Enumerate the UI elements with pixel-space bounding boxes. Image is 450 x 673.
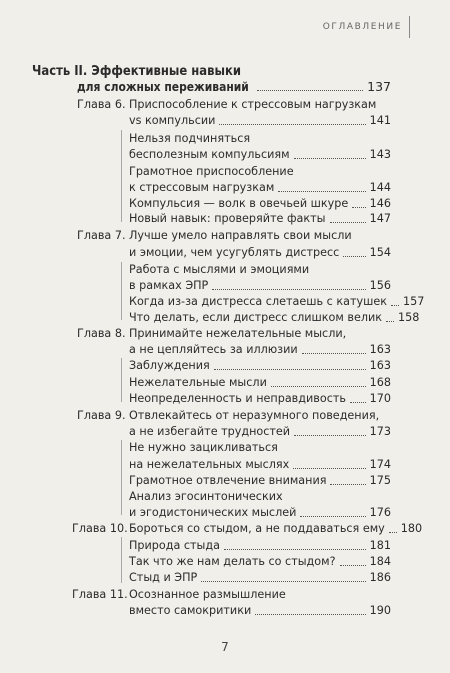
entry-text: Бороться со стыдом, а не поддаваться ему: [129, 522, 385, 535]
toc-entry[interactable]: Осознанное размышление: [129, 588, 286, 601]
page-ref: 156: [369, 279, 391, 292]
header-divider: [409, 16, 410, 38]
page-ref: 147: [369, 212, 391, 225]
toc-entry[interactable]: [129, 539, 391, 553]
toc-entry-part[interactable]: [77, 80, 391, 94]
chapter-label: Глава 10.: [72, 522, 128, 535]
part-title-line2: для сложных переживаний: [77, 79, 249, 94]
page-ref: 163: [369, 359, 391, 372]
dot-leader: [293, 467, 365, 469]
toc-entry[interactable]: [129, 246, 391, 260]
dot-leader: [389, 531, 397, 533]
dot-leader: [330, 221, 366, 223]
page-ref: 180: [400, 522, 423, 535]
dot-leader: [257, 89, 363, 91]
dot-leader: [343, 255, 365, 257]
toc-entry[interactable]: [129, 295, 425, 309]
dot-leader: [391, 304, 399, 306]
chapter-label: Глава 6.: [77, 98, 126, 111]
toc-entry[interactable]: Анализ эгосинтонических: [129, 490, 283, 503]
page-ref: 157: [402, 295, 425, 308]
entry-text: Природа стыда: [129, 539, 220, 552]
toc-entry[interactable]: [129, 343, 391, 357]
subsection-rule: [121, 130, 122, 222]
toc-entry[interactable]: Не нужно зацикливаться: [129, 441, 278, 454]
dot-leader: [212, 288, 365, 290]
toc-entry[interactable]: Нельзя подчиняться: [129, 132, 251, 145]
entry-text: к стрессовым нагрузкам: [129, 181, 275, 194]
entry-text: Что делать, если дистресс слишком велик: [129, 311, 383, 324]
entry-text: в рамках ЭПР: [129, 279, 209, 292]
toc-entry[interactable]: Лучше умело направлять свои мысли: [129, 229, 352, 242]
dot-leader: [201, 580, 365, 582]
page-ref: 163: [369, 343, 391, 356]
entry-text: а не цепляйтесь за иллюзии: [129, 343, 298, 356]
subsection-rule: [121, 440, 122, 515]
toc-entry[interactable]: Грамотное приспособление: [129, 165, 294, 178]
entry-text: Грамотное отвлечение внимания: [129, 474, 327, 487]
page-ref: 168: [369, 376, 391, 389]
subsection-rule: [121, 358, 122, 402]
dot-leader: [271, 385, 366, 387]
toc-entry[interactable]: [129, 212, 391, 226]
page-number: 7: [221, 640, 229, 654]
toc-entry[interactable]: [129, 571, 391, 585]
toc-entry[interactable]: [129, 555, 391, 569]
page-ref: 170: [369, 392, 391, 405]
page-ref: 143: [369, 148, 391, 161]
toc-entry[interactable]: Работа с мыслями и эмоциями: [129, 263, 310, 276]
toc-entry[interactable]: [129, 474, 391, 488]
chapter-label: Глава 11.: [72, 588, 128, 601]
toc-entry[interactable]: [129, 425, 391, 439]
toc-entry[interactable]: [129, 148, 391, 162]
page-ref: 186: [369, 571, 391, 584]
part-title: Часть II. Эффективные навыки: [32, 63, 241, 79]
dot-leader: [302, 352, 366, 354]
dot-leader: [340, 564, 366, 566]
entry-text: и эмоции, чем усугублять дистресс: [129, 246, 340, 259]
dot-leader: [224, 548, 366, 550]
entry-text: Неопределенность и неправдивость: [129, 392, 346, 405]
entry-text: а не избегайте трудностей: [129, 425, 291, 438]
toc-entry[interactable]: [129, 392, 391, 406]
page-ref: 176: [369, 506, 391, 519]
toc-entry[interactable]: Отвлекайтесь от неразумного поведения,: [129, 409, 380, 422]
entry-text: бесполезным компульсиям: [129, 148, 290, 161]
page-ref: 174: [369, 458, 391, 471]
dot-leader: [278, 190, 365, 192]
page-ref: 181: [369, 539, 391, 552]
dot-leader: [352, 206, 365, 208]
dot-leader: [386, 320, 394, 322]
page-ref: 175: [369, 474, 391, 487]
page-ref: 141: [369, 114, 391, 127]
entry-text: Когда из-за дистресса слетаешь с катушек: [129, 295, 387, 308]
entry-text: vs компульсии: [129, 114, 216, 127]
toc-entry[interactable]: [129, 506, 391, 520]
toc-entry[interactable]: [129, 181, 391, 195]
dot-leader: [219, 123, 365, 125]
toc-entry[interactable]: [129, 359, 391, 373]
toc-entry[interactable]: [129, 197, 391, 211]
entry-text: Заблуждения: [129, 359, 210, 372]
toc-entry[interactable]: [129, 522, 423, 536]
page-ref: 137: [367, 79, 391, 94]
toc-entry[interactable]: Принимайте нежелательные мысли,: [129, 327, 347, 340]
page-ref: 146: [369, 197, 391, 210]
dot-leader: [294, 434, 366, 436]
dot-leader: [255, 613, 365, 615]
chapter-label: Глава 9.: [77, 409, 126, 422]
page-ref: 184: [369, 555, 391, 568]
toc-entry[interactable]: [129, 458, 391, 472]
toc-entry[interactable]: Приспособление к стрессовым нагрузкам: [129, 98, 377, 111]
page-ref: 144: [369, 181, 391, 194]
chapter-label: Глава 7.: [77, 229, 126, 242]
page-ref: 154: [369, 246, 391, 259]
toc-entry[interactable]: [129, 311, 420, 325]
entry-text: Так что же нам делать со стыдом?: [129, 555, 336, 568]
toc-entry[interactable]: [129, 376, 391, 390]
entry-text: вместо самокритики: [129, 604, 252, 617]
entry-text: Компульсия — волк в овечьей шкуре: [129, 197, 349, 210]
dot-leader: [300, 515, 365, 517]
subsection-rule: [121, 262, 122, 320]
entry-text: на нежелательных мыслях: [129, 458, 290, 471]
running-header: ОГЛАВЛЕНИЕ: [322, 22, 402, 32]
dot-leader: [294, 157, 366, 159]
entry-text: Новый навык: проверяйте факты: [129, 212, 326, 225]
toc-entry[interactable]: [129, 114, 391, 128]
entry-text: Нежелательные мысли: [129, 376, 267, 389]
subsection-rule: [121, 537, 122, 583]
page-ref: 158: [398, 311, 420, 324]
dot-leader: [214, 368, 366, 370]
dot-leader: [350, 401, 366, 403]
entry-text: и эгодистонических мыслей: [129, 506, 297, 519]
toc-entry[interactable]: [129, 279, 391, 293]
toc-entry[interactable]: [129, 604, 391, 618]
chapter-label: Глава 8.: [77, 327, 126, 340]
page-ref: 190: [369, 604, 391, 617]
entry-text: Стыд и ЭПР: [129, 571, 198, 584]
dot-leader: [330, 483, 365, 485]
page-ref: 173: [369, 425, 391, 438]
